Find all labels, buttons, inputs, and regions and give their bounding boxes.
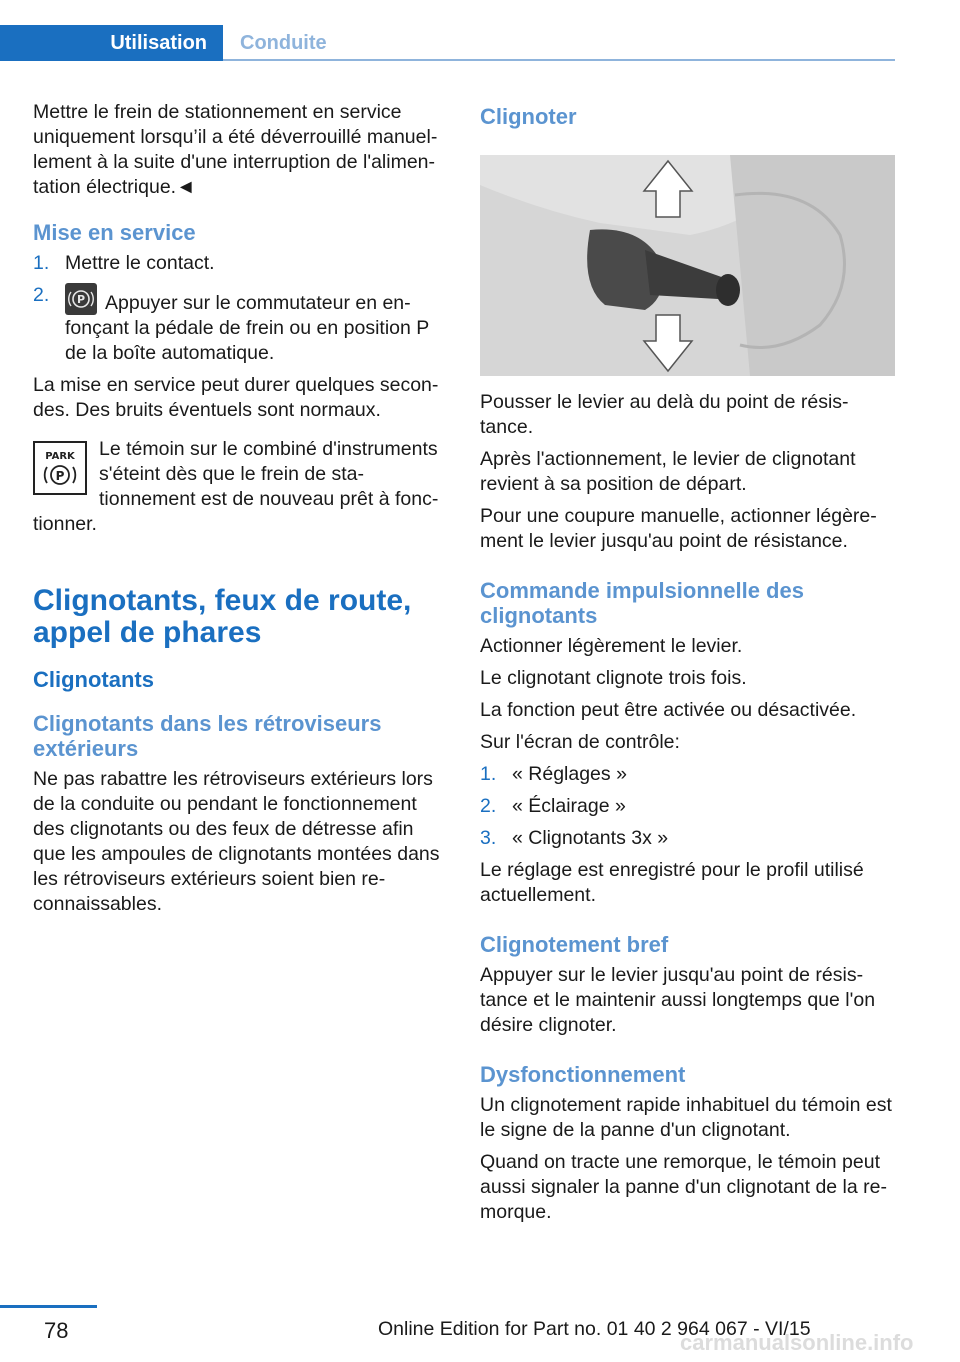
step-text: « Clignotants 3x »: [512, 827, 669, 849]
step-text: Mettre le contact.: [65, 252, 215, 274]
brief-flash-heading: Clignotement bref: [480, 932, 669, 957]
list-item: [33, 283, 448, 366]
park-indicator-note: [33, 437, 448, 537]
list-item: [480, 826, 895, 851]
list-item: [480, 794, 895, 819]
footer-rule: [0, 1305, 97, 1308]
step-number: 2.: [33, 284, 50, 306]
header-tab-bar: [0, 25, 895, 61]
svg-text:P: P: [55, 469, 65, 483]
impulse-text-2: Le clignotant clignote trois fois.: [480, 667, 747, 689]
activation-note: La mise en service peut durer quelques secondes. Des bruits éventuels sont normaux.: [33, 374, 439, 421]
clignoter-heading: Clignoter: [480, 104, 577, 129]
intro-paragraph: Mettre le frein de stationnement en service uniquement lorsqu’il a été déverrouillé manuellement à la suite d'une interruption de l'alimentation électrique.◄: [33, 101, 438, 198]
lever-return-text: Après l'actionnement, le levier de clignotant revient à sa position de départ.: [480, 448, 856, 495]
turn-signal-lever-illustration: [480, 155, 895, 376]
manual-stop-text: Pour une coupure manuelle, actionner légèrement le levier jusqu'au point de résistance.: [480, 505, 877, 552]
park-indicator-text: Le témoin sur le combiné d'instruments s'éteint dès que le frein de stationnement est de nouveau prêt à fonctionner.: [33, 438, 439, 535]
park-indicator-icon: [33, 441, 87, 495]
impulse-text-1: Actionner légèrement le levier.: [480, 635, 743, 657]
watermark: carmanualsonline.info: [680, 1330, 914, 1355]
setting-saved-text: Le réglage est enregistré pour le profil utilisé actuellement.: [480, 859, 864, 906]
brief-flash-text: Appuyer sur le levier jusqu'au point de résistance et le maintenir aussi longtemps que l'on désire clignoter.: [480, 964, 876, 1036]
activation-steps: [33, 251, 448, 366]
list-item: [480, 762, 895, 787]
clignotants-heading: Clignotants: [33, 667, 154, 692]
svg-text:P: P: [76, 293, 86, 306]
edition-text: Online Edition for Part no. 01 40 2 964 067 - VI/15: [378, 1318, 811, 1340]
menu-steps: [480, 762, 895, 851]
tab-conduite[interactable]: Conduite: [240, 31, 327, 54]
step-number: 2.: [480, 795, 497, 817]
tab-utilisation[interactable]: Utilisation: [0, 25, 223, 61]
step-text: Appuyer sur le commutateur en enfonçant la pédale de frein ou en position P de la boîte automatique.: [65, 292, 429, 364]
step-number: 1.: [33, 252, 50, 274]
malfunction-heading: Dysfonctionnement: [480, 1062, 686, 1087]
mirror-indicators-heading: Clignotants dans les rétroviseurs extérieurs: [33, 711, 382, 761]
step-text: « Éclairage »: [512, 795, 626, 817]
page-number: 78: [44, 1318, 69, 1343]
impulse-text-3: La fonction peut être activée ou désactivée.: [480, 699, 857, 721]
header-divider: [223, 59, 895, 61]
list-item: [33, 251, 448, 276]
left-column: [33, 100, 448, 924]
mirror-indicators-text: Ne pas rabattre les rétroviseurs extérieurs lors de la conduite ou pendant le fonctionnement des clignotants ou des feux de détresse afin que les ampoules de clignotants montées dans les rétroviseurs extérieurs soient bien reconnaissables.: [33, 768, 440, 915]
section-title: Clignotants, feux de route, appel de phares: [33, 584, 412, 649]
impulse-heading: Commande impulsionnelle des clignotants: [480, 578, 804, 628]
parking-brake-button-icon: [65, 283, 97, 315]
mise-en-service-heading: Mise en service: [33, 220, 196, 245]
push-lever-text: Pousser le levier au delà du point de résistance.: [480, 391, 849, 438]
malfunction-text-1: Un clignotement rapide inhabituel du témoin est le signe de la panne d'un clignotant.: [480, 1094, 892, 1141]
park-label: PARK: [45, 451, 75, 462]
step-text: « Réglages »: [512, 763, 627, 785]
malfunction-text-2: Quand on tracte une remorque, le témoin peut aussi signaler la panne d'un clignotant de la remorque.: [480, 1151, 887, 1223]
control-display-text: Sur l'écran de contrôle:: [480, 731, 680, 753]
right-column: [480, 100, 895, 1232]
step-number: 1.: [480, 763, 497, 785]
step-number: 3.: [480, 827, 497, 849]
